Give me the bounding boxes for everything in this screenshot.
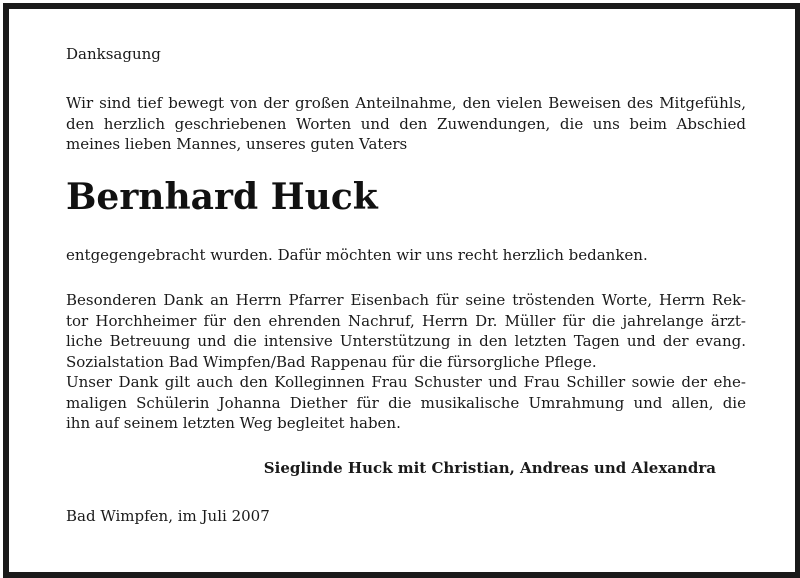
signature: Sieglinde Huck mit Christian, Andreas und Alexandra (263, 459, 716, 477)
obituary-card (3, 3, 800, 578)
thanks-line: Sozialstation Bad Wimpfen/Bad Rappenau für die fürsorgliche Pflege. (66, 352, 597, 371)
thanks-line: ihn auf seinem letzten Weg begleitet haben. (66, 414, 401, 432)
after-name-line: entgegengebracht wurden. Dafür möchten wir uns recht herzlich bedanken. (66, 246, 648, 264)
thanks-paragraph (66, 290, 746, 434)
intro-paragraph (66, 93, 746, 155)
intro-line: Wir sind tief bewegt von der großen Anteilnahme, den vielen Beweisen des Mitgefühls, (66, 94, 746, 112)
deceased-name: Bernhard Huck (66, 176, 378, 218)
intro-line: den herzlich geschriebenen Worten und den Zuwendungen, die uns beim Abschied (66, 114, 746, 133)
thanks-line: Unser Dank gilt auch den Kolleginnen Frau Schuster und Frau Schiller sowie der ehe- (66, 373, 746, 391)
thanks-line: maligen Schülerin Johanna Diether für die musikalische Umrahmung und allen, die (66, 393, 746, 412)
thanks-line: Besonderen Dank an Herrn Pfarrer Eisenbach für seine tröstenden Worte, Herrn Rek- (66, 291, 746, 309)
thanks-line: tor Horchheimer für den ehrenden Nachruf, Herrn Dr. Müller für die jahrelange ärzt- (66, 311, 746, 330)
place-date: Bad Wimpfen, im Juli 2007 (66, 507, 270, 525)
intro-line: meines lieben Mannes, unseres guten Vaters (66, 135, 408, 153)
thanks-line: liche Betreuung und die intensive Unterstützung in den letzten Tagen und der evang. (66, 332, 746, 350)
notice-heading: Danksagung (66, 45, 161, 63)
